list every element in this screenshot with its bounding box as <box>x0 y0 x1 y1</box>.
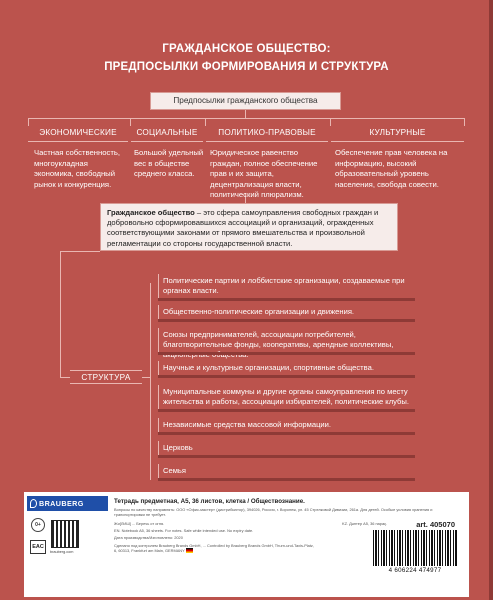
connector-econ <box>28 118 29 126</box>
connector-structure-top <box>60 251 100 252</box>
germany-flag-icon <box>186 548 193 553</box>
structure-item: Церковь <box>158 441 415 455</box>
qr-code[interactable] <box>51 520 79 548</box>
category-social-text: Большой удельный вес в обществе среднего класса. <box>134 148 204 178</box>
title-line-1: ГРАЖДАНСКОЕ ОБЩЕСТВО: <box>162 43 331 55</box>
barcode-number: 4 606224 474977 <box>371 567 459 574</box>
definition-term: Гражданское общество <box>107 208 195 217</box>
connector-horizontal-top <box>28 118 465 119</box>
footer-info-4: Дата производства/Изготовлено: 2020 <box>114 535 183 540</box>
brand-logo-icon <box>30 499 37 508</box>
structure-item: Независимые средства массовой информации. <box>158 418 415 432</box>
structure-item: Союзы предпринимателей, ассоциации потребителей, благотворительные фонды, кооперативы, арендные коллективы, <box>158 328 415 352</box>
category-political-label: ПОЛИТИКО-ПРАВОВЫЕ <box>206 126 328 142</box>
article-number: art. 405070 <box>416 520 455 529</box>
connector-structure-label <box>60 377 70 378</box>
brand-logo <box>27 496 108 511</box>
category-social-label: СОЦИАЛЬНЫЕ <box>131 126 203 142</box>
structure-item: Муниципальные коммуны и другие органы самоуправления по месту жительства и работы, ассоциации избирателей, политические клубы. <box>158 385 415 409</box>
connector-header-down <box>245 110 246 118</box>
structure-item: Семья <box>158 464 415 478</box>
diagram-title <box>0 40 493 76</box>
connector-label-right <box>142 377 150 378</box>
structure-label: СТРУКТУРА <box>70 370 142 384</box>
footer-info-1: Вопросы по качеству направлять: ООО «Офис-мастер» (дистрибьютор), 394026, Россия, г. Воронеж, ул. 45 Стрелковой Дивизии, 261а. Для детей. Особые условия хранения и транспортировки не требует. <box>114 507 433 517</box>
footer-info-5: Сделано под контролем Brauberg Brands GmbH, ... Controlled by Brauberg Brands GmbH, Thurn-und-Taxis-Platz, 6, 60313, Frankfurt am Main, GERMANY <box>114 543 314 553</box>
connector-cultural <box>330 118 331 126</box>
page-edge <box>489 0 493 600</box>
connector-right-end <box>464 118 465 126</box>
category-political-text: Юридическое равенство граждан, полное обеспечение прав и их защита, децентрализация власти, политический плюрализм. <box>210 148 318 199</box>
category-economic-label: ЭКОНОМИЧЕСКИЕ <box>28 126 128 142</box>
structure-item: Политические партии и лоббистские организации, создаваемые при органах власти. <box>158 274 415 298</box>
definition-box <box>100 203 398 251</box>
category-cultural-text: Обеспечение прав человека на информацию, высокий образовательный уровень населения, свобода совести. <box>335 148 448 189</box>
prerequisites-header-box: Предпосылки гражданского общества <box>150 92 341 110</box>
structure-item: Общественно-политические организации и движения. <box>158 305 415 319</box>
footer-info-3: EN. Notebook A5, 36 sheets. For notes. Safe while intended use. No expiry date. <box>114 528 254 533</box>
definition-text: – это сфера самоуправления свободных граждан и добровольно сформировавшихся ассоциаций и организаций, огражденных соответствующими законами от прямого вмешательства и произвольной регламентации со стороны государственной власти. <box>107 208 379 248</box>
category-economic-text: Частная собственность, многоукладная экономика, свободный рынок и конкуренция. <box>34 148 121 189</box>
title-line-2: ПРЕДПОСЫЛКИ ФОРМИРОВАНИЯ И СТРУКТУРА <box>104 61 389 73</box>
footer-kz: KZ. Дәптер А5, 36 парақ. <box>342 521 387 526</box>
product-name: Тетрадь предметная, А5, 36 листов, клетка / Обществознание. <box>114 498 305 505</box>
footer-info-2: Жи[ЛИШ] ... Беречь от огня. <box>114 521 165 526</box>
connector-structure-trunk <box>150 283 151 480</box>
category-cultural-label: КУЛЬТУРНЫЕ <box>331 126 464 142</box>
structure-item: Научные и культурные организации, спортивные общества. <box>158 361 415 375</box>
connector-political <box>205 118 206 126</box>
qr-caption: brauberg.com <box>50 550 74 554</box>
product-footer <box>24 492 469 597</box>
connector-social <box>130 118 131 126</box>
barcode <box>373 530 457 566</box>
age-rating-icon: 0+ <box>31 518 45 532</box>
brand-name: BRAUBERG <box>39 499 84 508</box>
connector-structure-left <box>60 251 61 377</box>
eac-mark-icon: EAC <box>30 540 46 554</box>
